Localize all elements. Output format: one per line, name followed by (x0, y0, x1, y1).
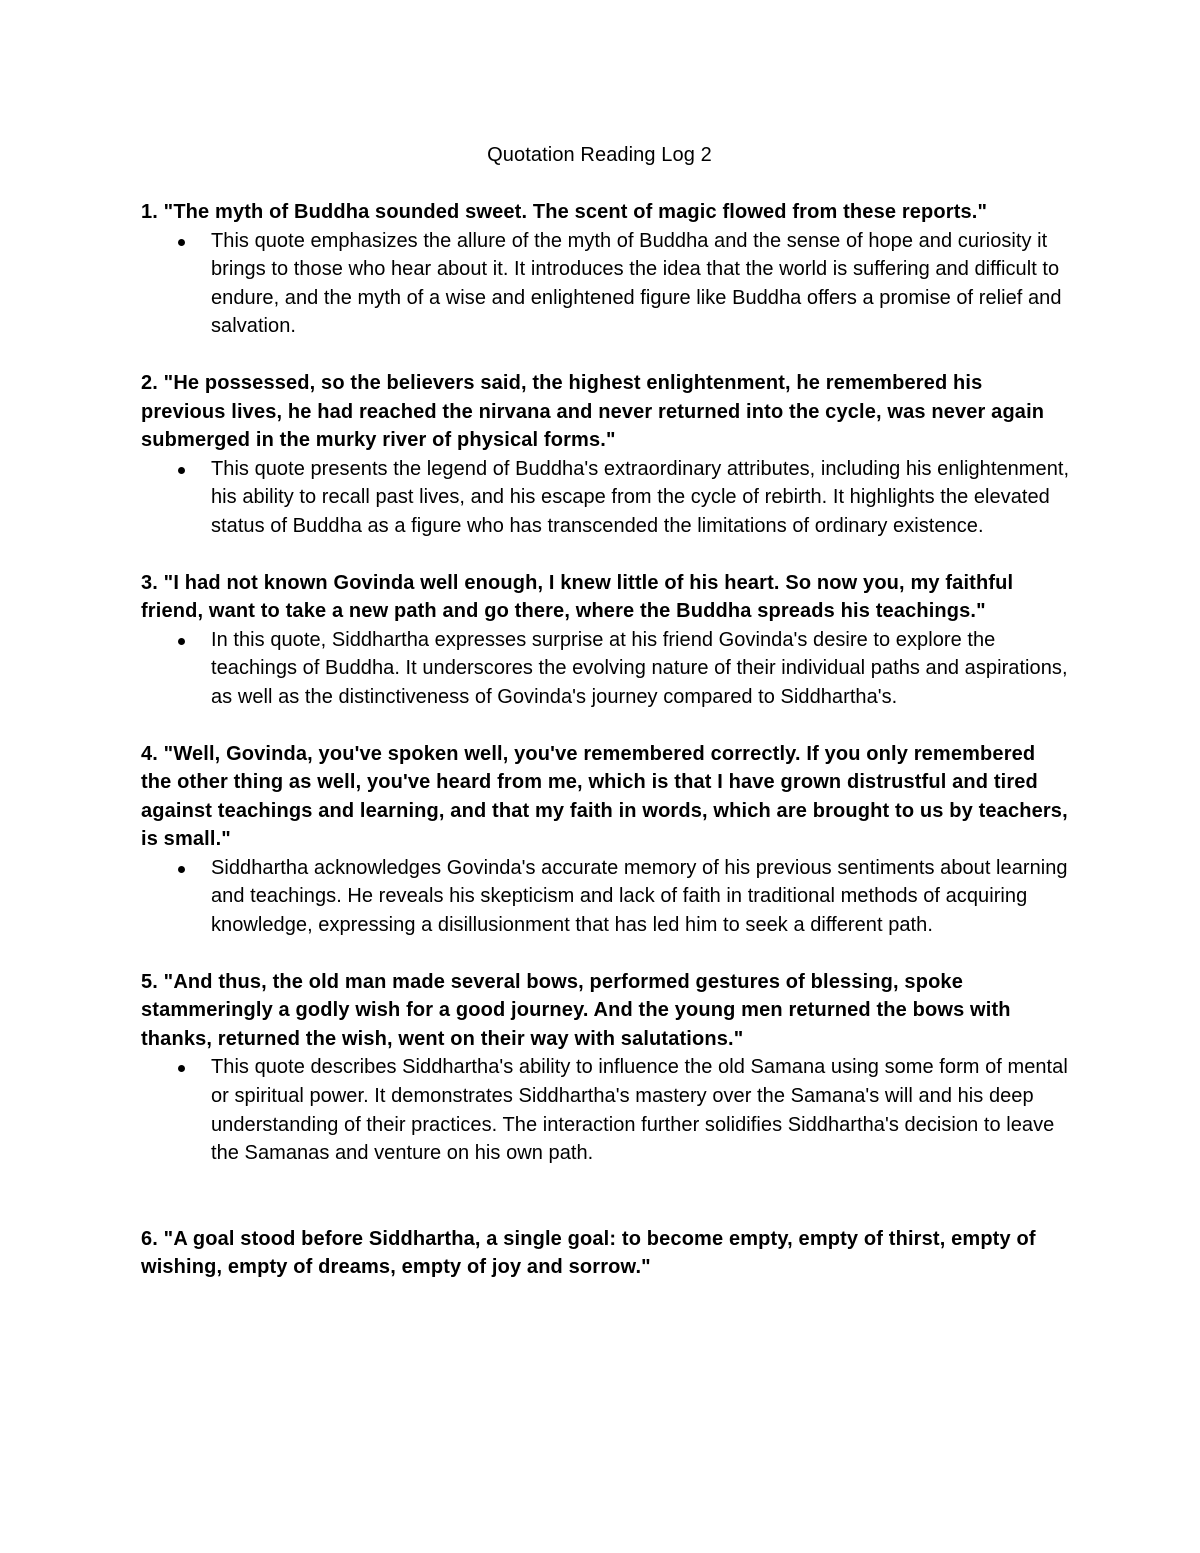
quote-text: 4. "Well, Govinda, you've spoken well, you've remembered correctly. If you only remembered the other thing as well, you've heard from me, which is that I have grown distrustful and tired against teachings and learning, and that my faith in words, which are brought to us by teachers, is small." (141, 742, 1068, 851)
log-entry-5 (141, 968, 1070, 1168)
document-title: Quotation Reading Log 2 (487, 144, 712, 166)
commentary-text: This quote emphasizes the allure of the myth of Buddha and the sense of hope and curiosity it brings to those who hear about it. It introduces the idea that the world is suffering and difficult to endure, and the myth of a wise and enlightened figure like Buddha offers a promise of relief and salvation. (211, 229, 1062, 338)
commentary-item (211, 455, 1070, 541)
log-entry-4 (141, 740, 1070, 940)
commentary-item (211, 626, 1070, 712)
quote-text: 2. "He possessed, so the believers said, the highest enlightenment, he remembered his previous lives, he had reached the nirvana and never returned into the cycle, was never again submerged in the murky river of physical forms." (141, 371, 1045, 452)
log-entry-2 (141, 369, 1070, 541)
bullet-icon (178, 467, 185, 474)
commentary-text: This quote presents the legend of Buddha's extraordinary attributes, including his enlightenment, his ability to recall past lives, and his escape from the cycle of rebirth. It highlights the elevated status of Buddha as a figure who has transcended the limitations of ordinary existence. (211, 457, 1070, 537)
commentary-list (141, 227, 1070, 341)
commentary-list (141, 626, 1070, 712)
log-entry-6 (141, 1225, 1070, 1282)
quote-text: 3. "I had not known Govinda well enough, I knew little of his heart. So now you, my faithful friend, want to take a new path and go there, where the Buddha spreads his teachings." (141, 571, 1014, 623)
commentary-text: This quote describes Siddhartha's ability to influence the old Samana using some form of mental or spiritual power. It demonstrates Siddhartha's mastery over the Samana's will and his deep understanding of their practices. The interaction further solidifies Siddhartha's decision to leave the Samanas and venture on his own path. (211, 1056, 1068, 1165)
commentary-item (211, 854, 1070, 940)
commentary-item (211, 227, 1070, 341)
bullet-icon (178, 239, 185, 246)
log-entry-1 (141, 198, 1070, 341)
bullet-icon (178, 638, 185, 645)
commentary-list (141, 455, 1070, 541)
commentary-text: Siddhartha acknowledges Govinda's accurate memory of his previous sentiments about learning and teachings. He reveals his skepticism and lack of faith in traditional methods of acquiring knowledge, expressing a disillusionment that has led him to seek a different path. (211, 856, 1068, 937)
quote-text: 1. "The myth of Buddha sounded sweet. The scent of magic flowed from these reports." (141, 201, 988, 223)
log-entry-3 (141, 569, 1070, 712)
commentary-item (211, 1053, 1070, 1167)
commentary-text: In this quote, Siddhartha expresses surprise at his friend Govinda's desire to explore the teachings of Buddha. It underscores the evolving nature of their individual paths and aspirations, as well as the distinctiveness of Govinda's journey compared to Siddhartha's. (211, 628, 1068, 708)
quote-text: 6. "A goal stood before Siddhartha, a single goal: to become empty, empty of thirst, empty of wishing, empty of dreams, empty of joy and sorrow." (141, 1227, 1036, 1279)
bullet-icon (178, 1065, 185, 1072)
bullet-icon (178, 866, 185, 873)
commentary-list (141, 1053, 1070, 1167)
commentary-list (141, 854, 1070, 940)
quote-text: 5. "And thus, the old man made several bows, performed gestures of blessing, spoke stammeringly a godly wish for a good journey. And the young men returned the bows with thanks, returned the wish, went on their way with salutations." (141, 970, 1011, 1050)
